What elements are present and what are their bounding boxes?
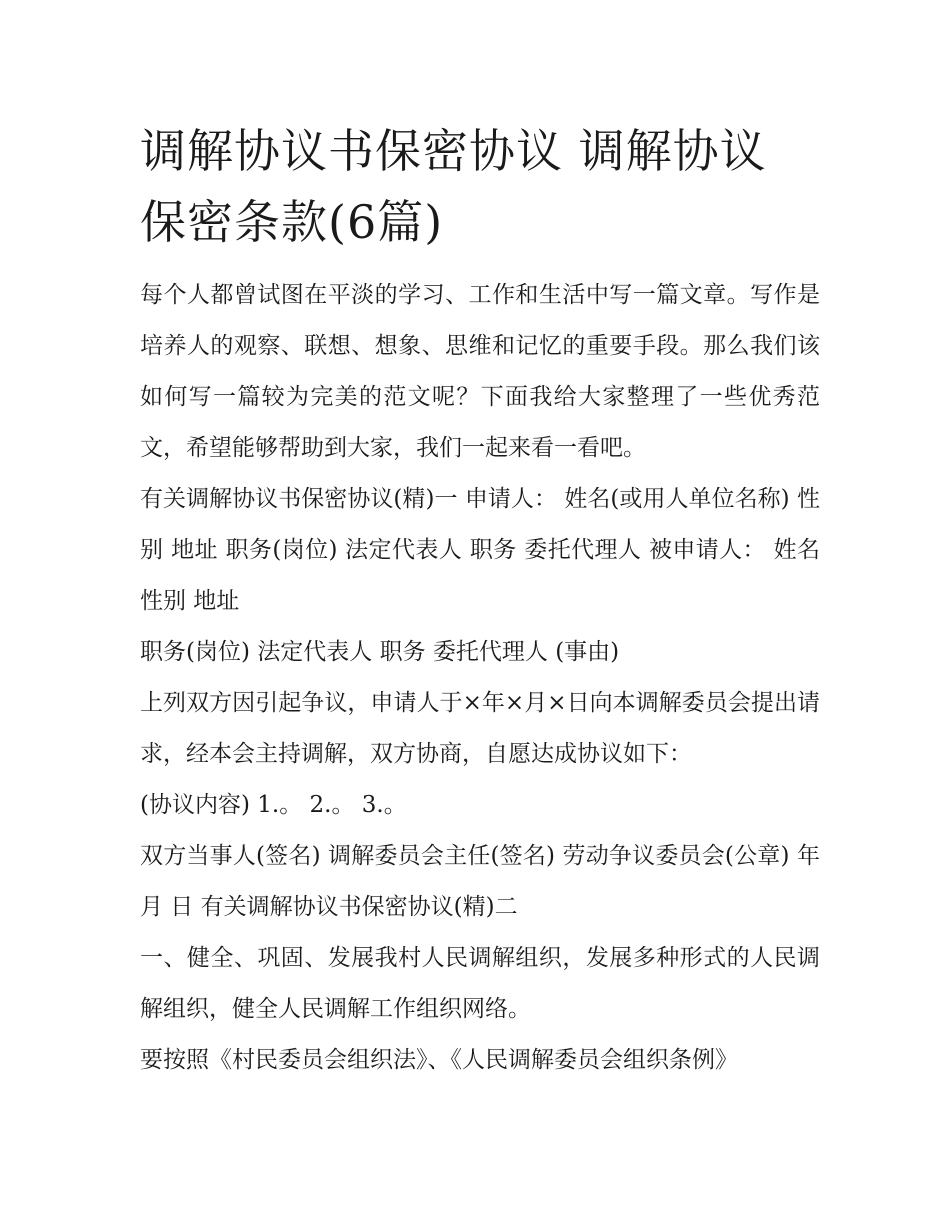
document-title (140, 116, 820, 258)
title-line-1: 调解协议书保密协议 调解协议 (140, 124, 767, 178)
document-page (140, 116, 820, 1086)
section-one-paragraph: 一、健全、巩固、发展我村人民调解组织，发展多种形式的人民调解组织，健全人民调解工作组织网络。 (140, 945, 820, 1022)
agreement-content-paragraph: (协议内容) 1.。 2.。 3.。 (140, 792, 407, 818)
title-line-2: 保密条款(6篇) (140, 195, 444, 249)
intro-paragraph: 每个人都曾试图在平淡的学习、工作和生活中写一篇文章。写作是培养人的观察、联想、想象、思维和记忆的重要手段。那么我们该如何写一篇较为完美的范文呢？下面我给大家整理了一些优秀范文，希望能够帮助到大家，我们一起来看一看吧。 (140, 282, 820, 461)
regulation-paragraph: 要按照《村民委员会组织法》、《人民调解委员会组织条例》 (140, 1047, 738, 1073)
position-paragraph: 职务(岗位) 法定代表人 职务 委托代理人 (事由) (140, 639, 620, 665)
dispute-paragraph: 上列双方因引起争议，申请人于×年×月×日向本调解委员会提出请求，经本会主持调解，双方协商，自愿达成协议如下： (140, 690, 820, 767)
applicant-paragraph: 有关调解协议书保密协议(精)一 申请人： 姓名(或用人单位名称) 性别 地址 职务(岗位) 法定代表人 职务 委托代理人 被申请人： 姓名 性别 地址 (140, 486, 820, 614)
signature-paragraph: 双方当事人(签名) 调解委员会主任(签名) 劳动争议委员会(公章) 年 月 日 有关调解协议书保密协议(精)二 (140, 843, 820, 920)
